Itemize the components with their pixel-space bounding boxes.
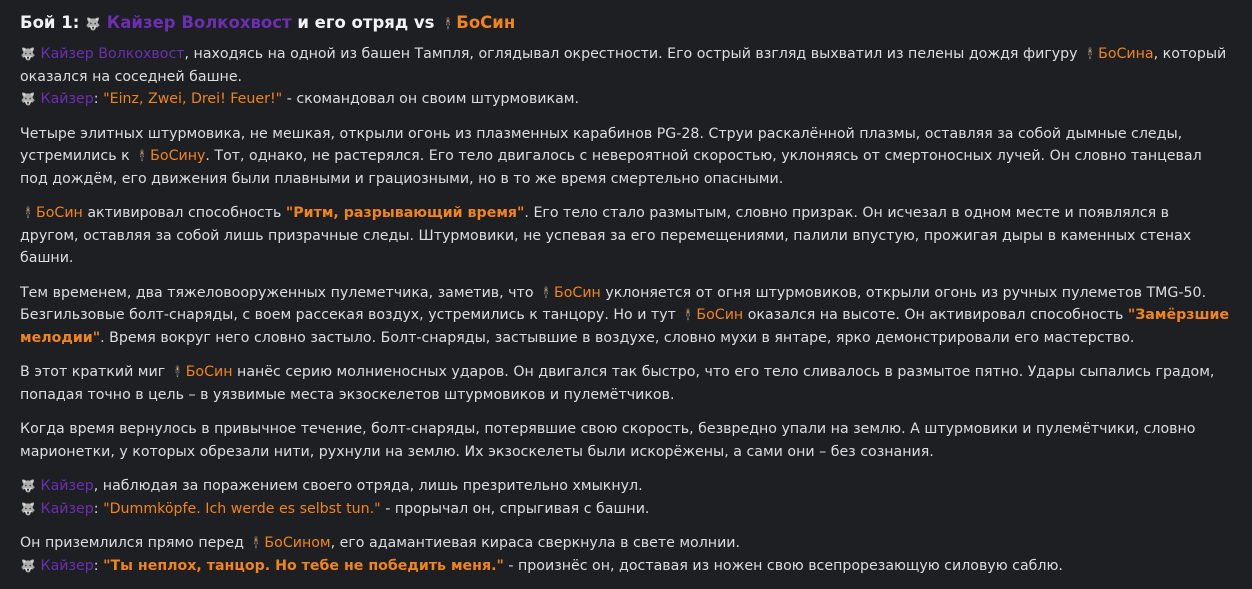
text: Четыре элитных штурмовика, не мешкая, открыли огонь из плазменных карабинов PG-28. Струи раскалённой плазмы, оставляя за собой дымные следы, устремились к [20,125,1183,164]
text: , находясь на одной из башен Тампля, оглядывал окрестности. Его острый взгляд выхватил из пелены дождя фигуру [184,46,1083,62]
text: - прорычал он, спрыгивая с башни. [380,500,650,517]
text: , наблюдая за поражением своего отряда, лишь презрительно хмыкнул. [93,478,643,494]
person-icon: 🕴 [248,536,264,550]
title-prefix: Бой 1: [20,13,86,32]
person-icon: 🕴 [1082,47,1098,61]
bosin-name: БоСином [264,535,331,551]
text: . Тот, однако, не растерялся. Его тело двигалось с невероятной скоростью, уклоняясь от смертоносных лучей. Он словно танцевал под дождём, его движения были плавными и грациозными, но в то же время смертельно опасными. [20,148,1202,187]
title-mid: и его отряд vs [291,13,441,32]
text: Когда время вернулось в привычное течение, болт-снаряды, потерявшие свою скорость, безвредно упали на землю. А штурмовики и пулемётчики, словно марионетки, у которых обрезали нити, рухнули на землю. Их экзоскелеты были искорёжены, а сами они – без сознания. [20,421,1196,460]
ability-name: "Ритм, разрывающий время" [285,205,525,221]
person-icon: 🕴 [440,17,456,31]
wolf-icon: 🐺 [85,17,101,31]
text: нанёс серию молниеносных ударов. Он двигался так быстро, что его тело сливалось в размытое пятно. Удары сыпались градом, попадая точно в цель – в уязвимые места экзоскелетов штурмовиков и пулемётчиков. [20,364,1215,403]
bosin-name: БоСин [456,13,516,32]
paragraph-5 [20,361,1232,406]
person-icon: 🕴 [134,149,150,163]
person-icon: 🕴 [680,308,696,322]
text: . Его тело стало размытым, словно призрак. Он исчезал в одном месте и появлялся в другом, оставляя за собой лишь призрачные следы. Штурмовики, не успевая за его перемещениями, палили впустую, прожигая дыры в каменных стенах башни. [20,205,1192,266]
bosin-name: БоСин [185,364,233,380]
message-content [20,9,1232,589]
person-icon: 🕴 [170,365,186,379]
paragraph-4 [20,282,1232,350]
paragraph-3 [20,202,1232,270]
kaiser-name: Кайзер [40,557,94,574]
battle-title [20,9,1232,37]
ability-name: "Замёрзшие мелодии" [20,307,1230,346]
kaiser-name: Кайзер Волкохвост [40,46,185,62]
bosin-name: БоСин [696,307,744,323]
kaiser-quote: "Dummköpfe. Ich werde es selbst tun." [103,500,381,517]
bosin-name: БоСину [150,148,206,164]
text: : [93,500,104,517]
bosin-name: БоСин [36,205,83,221]
text: : [93,557,104,574]
paragraph-2 [20,123,1232,191]
paragraph-1 [20,43,1232,111]
paragraph-6 [20,418,1232,463]
kaiser-quote: "Einz, Zwei, Drei! Feuer!" [103,91,283,107]
text: . Время вокруг него словно застыло. Болт-снаряды, застывшие в воздухе, словно мухи в янтаре, ярко демонстрировали его мастерство. [100,329,1135,346]
text: оказался на высоте. Он активировал способность [743,307,1128,323]
text: уклоняется от огня штурмовиков, открыли огонь из ручных пулеметов TMG-50. Безгильзовые болт-снаряды, с воем рассекая воздух, устремились к танцору. Но и тут [20,284,1207,323]
bosin-name: БоСин [554,284,601,301]
paragraph-7 [20,475,1232,520]
text: , который оказался на соседней башне. [20,46,1227,85]
kaiser-name: Кайзер [40,500,94,517]
wolf-icon: 🐺 [20,501,36,516]
kaiser-name: Кайзер [40,91,94,107]
kaiser-name: Кайзер [40,478,94,494]
paragraph-8 [20,532,1232,577]
kaiser-name: Кайзер Волкохвост [106,13,292,32]
person-icon: 🕴 [20,206,36,220]
text: В этот краткий миг [20,364,170,380]
bosin-name: БоСина [1098,46,1154,62]
text: активировал способность [82,205,286,221]
wolf-icon: 🐺 [20,558,36,573]
text: Тем временем, два тяжеловооруженных пулеметчика, заметив, что [20,284,539,301]
wolf-icon: 🐺 [20,92,36,106]
text: Он приземлился прямо перед [20,535,249,551]
text: - скомандовал он своим штурмовикам. [282,91,580,107]
text: - произнёс он, доставая из ножен свою всепрорезающую силовую саблю. [503,557,1063,574]
wolf-icon: 🐺 [20,479,36,493]
text: , его адамантиевая кираса сверкнула в свете молнии. [330,535,741,551]
wolf-icon: 🐺 [20,47,36,61]
kaiser-quote: "Ты неплох, танцор. Но тебе не победить меня." [103,557,504,574]
person-icon: 🕴 [538,285,554,300]
text: : [93,91,104,107]
